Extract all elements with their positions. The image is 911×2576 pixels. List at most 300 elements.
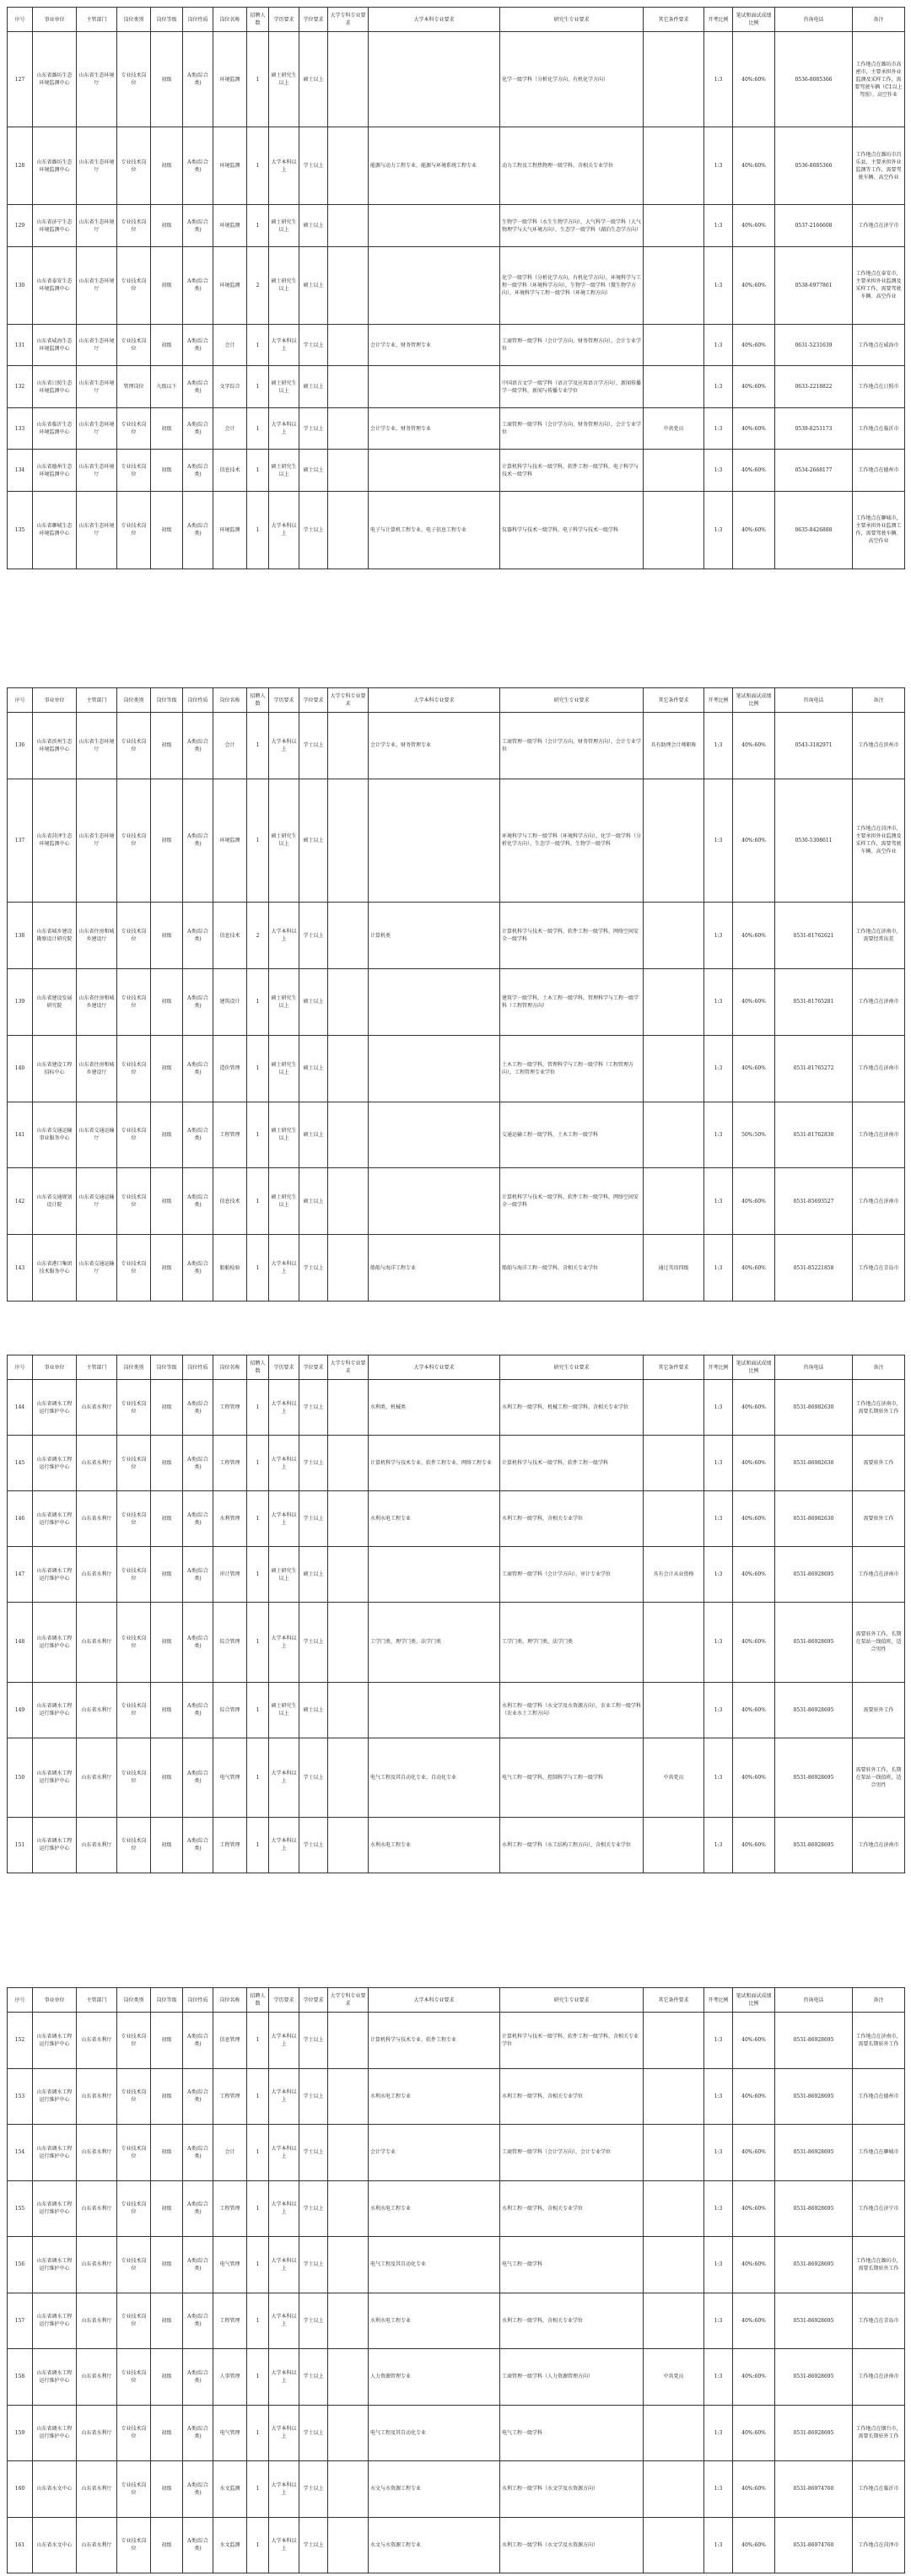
cell-phone: 0531-86982630 — [775, 1436, 853, 1491]
column-header-post-type: 岗位类别 — [117, 688, 151, 713]
cell-post-level: 初级 — [151, 2237, 183, 2293]
cell-seq: 153 — [8, 2068, 33, 2125]
cell-score-ratio: 40%:60% — [733, 968, 775, 1035]
cell-seq: 152 — [8, 2013, 33, 2069]
header-row — [8, 8, 905, 32]
cell-degree: 学士以上 — [299, 713, 328, 779]
cell-score-ratio: 40%:60% — [733, 127, 775, 205]
column-header-graduate-major: 研究生专业要求 — [500, 8, 644, 32]
cell-unit: 山东省济宁生态环境监测中心 — [33, 205, 77, 247]
cell-count: 1 — [247, 1547, 269, 1603]
column-header-unit: 事业单位 — [33, 1988, 77, 2013]
cell-bachelor-major: 会计学专业、财务管理专业 — [369, 713, 500, 779]
cell-junior-major — [328, 968, 369, 1035]
cell-other-req: 中共党员 — [644, 407, 704, 450]
cell-count: 1 — [247, 324, 269, 366]
column-header-post-name: 岗位名称 — [213, 1355, 247, 1380]
cell-post-type: 专业技术岗位 — [117, 1035, 151, 1102]
cell-count: 1 — [247, 2349, 269, 2406]
cell-graduate-major: 建筑学一级学科，土木工程一级学科，管理科学与工程一级学科（工程管理方向） — [500, 968, 644, 1035]
column-header-edu: 学历要求 — [269, 688, 299, 713]
cell-seq: 142 — [8, 1168, 33, 1235]
cell-dept: 山东省水利厅 — [77, 2013, 117, 2069]
cell-remark: 工作地点在临沂市 — [853, 2461, 905, 2518]
cell-post-level: 初级 — [151, 1380, 183, 1436]
cell-seq: 144 — [8, 1380, 33, 1436]
cell-ratio: 1:3 — [704, 2293, 733, 2349]
cell-seq: 157 — [8, 2293, 33, 2349]
cell-post-name: 电气管理 — [213, 2405, 247, 2461]
cell-count: 1 — [247, 968, 269, 1035]
cell-unit: 山东省建设工程招标中心 — [33, 1035, 77, 1102]
cell-degree: 学士以上 — [299, 903, 328, 969]
cell-count: 1 — [247, 2068, 269, 2125]
cell-bachelor-major — [369, 32, 500, 127]
cell-dept: 山东省住房和城乡建设厅 — [77, 1035, 117, 1102]
cell-score-ratio: 40%:60% — [733, 32, 775, 127]
cell-junior-major — [328, 2461, 369, 2518]
cell-junior-major — [328, 1168, 369, 1235]
cell-edu: 大学本科以上 — [269, 2349, 299, 2406]
cell-unit: 山东省调水工程运行维护中心 — [33, 2180, 77, 2237]
column-header-phone: 咨询电话 — [775, 688, 853, 713]
cell-post-type: 专业技术岗位 — [117, 2517, 151, 2573]
cell-post-type: 专业技术岗位 — [117, 246, 151, 324]
cell-dept: 山东省住房和城乡建设厅 — [77, 968, 117, 1035]
cell-other-req — [644, 205, 704, 247]
cell-bachelor-major: 水利水电工程专业 — [369, 2180, 500, 2237]
cell-post-nature: A类(综合类) — [183, 2461, 213, 2518]
cell-post-name: 环境监测 — [213, 491, 247, 569]
cell-other-req — [644, 1817, 704, 1873]
recruitment-table — [7, 1355, 905, 1873]
cell-dept: 山东省水利厅 — [77, 1738, 117, 1817]
cell-bachelor-major: 能源与动力工程专业、能源与环境系统工程专业 — [369, 127, 500, 205]
cell-post-nature: A类(综合类) — [183, 407, 213, 450]
table-row — [8, 324, 905, 366]
cell-degree: 学士以上 — [299, 324, 328, 366]
cell-unit: 山东省聊城生态环境监测中心 — [33, 491, 77, 569]
cell-post-name: 电气管理 — [213, 2237, 247, 2293]
cell-ratio: 1:3 — [704, 2013, 733, 2069]
cell-edu: 大学本科以上 — [269, 324, 299, 366]
table-row — [8, 1603, 905, 1682]
table-row — [8, 205, 905, 247]
cell-unit: 山东省调水工程运行维护中心 — [33, 2125, 77, 2181]
cell-bachelor-major: 水利类、机械类 — [369, 1380, 500, 1436]
column-header-graduate-major: 研究生专业要求 — [500, 1988, 644, 2013]
cell-bachelor-major: 人力资源管理专业 — [369, 2349, 500, 2406]
cell-score-ratio: 40%:60% — [733, 903, 775, 969]
cell-score-ratio: 40%:60% — [733, 2349, 775, 2406]
cell-bachelor-major — [369, 1168, 500, 1235]
cell-remark: 工作地点在济南市 — [853, 1102, 905, 1168]
cell-edu: 大学本科以上 — [269, 2461, 299, 2518]
cell-degree: 学士以上 — [299, 2125, 328, 2181]
cell-post-level: 初级 — [151, 779, 183, 902]
cell-remark: 工作地点在聊城市 — [853, 2125, 905, 2181]
cell-post-level: 初级 — [151, 407, 183, 450]
column-header-score-ratio: 笔试和面试成绩比例 — [733, 1355, 775, 1380]
cell-post-nature: A类(综合类) — [183, 246, 213, 324]
cell-remark: 工作地点在济南市 — [853, 1168, 905, 1235]
column-header-dept: 主管部门 — [77, 1355, 117, 1380]
cell-score-ratio: 40%:60% — [733, 1436, 775, 1491]
cell-ratio: 1:3 — [704, 1603, 733, 1682]
cell-count: 1 — [247, 407, 269, 450]
cell-bachelor-major: 会计学专业 — [369, 2125, 500, 2181]
cell-graduate-major: 电气工程一级学科，控制科学与工程一级学科 — [500, 1738, 644, 1817]
cell-degree: 学士以上 — [299, 491, 328, 569]
cell-other-req — [644, 2517, 704, 2573]
cell-phone: 0536-8085366 — [775, 32, 853, 127]
cell-other-req: 具有助理会计师职称 — [644, 713, 704, 779]
cell-unit: 山东省调水工程运行维护中心 — [33, 2068, 77, 2125]
table-row — [8, 1491, 905, 1547]
cell-ratio: 1:3 — [704, 1682, 733, 1738]
cell-remark: 工作地点在德州市 — [853, 450, 905, 492]
cell-degree: 学士以上 — [299, 1380, 328, 1436]
cell-score-ratio: 40%:60% — [733, 2517, 775, 2573]
cell-phone: 0631-5231639 — [775, 324, 853, 366]
cell-post-name: 工程管理 — [213, 2068, 247, 2125]
header-row — [8, 1988, 905, 2013]
cell-degree: 硕士以上 — [299, 366, 328, 408]
table-row — [8, 1817, 905, 1873]
cell-junior-major — [328, 32, 369, 127]
cell-unit: 山东省潍坊生态环境监测中心 — [33, 127, 77, 205]
cell-degree: 学士以上 — [299, 2013, 328, 2069]
cell-junior-major — [328, 1436, 369, 1491]
cell-other-req — [644, 127, 704, 205]
cell-edu: 硕士研究生以上 — [269, 1547, 299, 1603]
cell-remark: 工作地点在泰安市，主要承担外业监测及采样工作，需要驾驶车辆、高空作业 — [853, 246, 905, 324]
cell-post-nature: A类(综合类) — [183, 205, 213, 247]
table-row — [8, 2013, 905, 2069]
cell-post-level: 初级 — [151, 968, 183, 1035]
cell-count: 1 — [247, 2180, 269, 2237]
cell-junior-major — [328, 246, 369, 324]
cell-post-name: 电气管理 — [213, 1738, 247, 1817]
cell-post-nature: A类(综合类) — [183, 713, 213, 779]
cell-seq: 130 — [8, 246, 33, 324]
cell-bachelor-major — [369, 968, 500, 1035]
cell-post-nature: A类(综合类) — [183, 324, 213, 366]
cell-bachelor-major — [369, 1035, 500, 1102]
cell-edu: 大学本科以上 — [269, 1436, 299, 1491]
cell-seq: 149 — [8, 1682, 33, 1738]
cell-count: 1 — [247, 1102, 269, 1168]
cell-dept: 山东省水利厅 — [77, 1547, 117, 1603]
table-page — [7, 7, 904, 569]
column-header-seq: 序号 — [8, 1988, 33, 2013]
cell-dept: 山东省生态环境厅 — [77, 366, 117, 408]
cell-post-nature: A类(综合类) — [183, 1817, 213, 1873]
cell-seq: 154 — [8, 2125, 33, 2181]
cell-phone: 0531-86928695 — [775, 2405, 853, 2461]
cell-graduate-major: 工商管理一级学科（会计学方向、财务管理方向），会计专业学位 — [500, 324, 644, 366]
cell-post-name: 水文监测 — [213, 2517, 247, 2573]
column-header-post-nature: 岗位性质 — [183, 8, 213, 32]
cell-score-ratio: 40%:60% — [733, 491, 775, 569]
cell-score-ratio: 40%:60% — [733, 1035, 775, 1102]
cell-junior-major — [328, 2517, 369, 2573]
cell-post-level: 初级 — [151, 205, 183, 247]
cell-count: 1 — [247, 1682, 269, 1738]
cell-post-name: 工程管理 — [213, 2293, 247, 2349]
cell-junior-major — [328, 1817, 369, 1873]
cell-bachelor-major: 工学门类、理学门类、法学门类 — [369, 1603, 500, 1682]
column-header-post-name: 岗位名称 — [213, 1988, 247, 2013]
cell-count: 1 — [247, 491, 269, 569]
cell-post-nature: A类(综合类) — [183, 779, 213, 902]
cell-score-ratio: 40%:60% — [733, 2237, 775, 2293]
cell-bachelor-major — [369, 779, 500, 902]
cell-post-nature: A类(综合类) — [183, 450, 213, 492]
cell-post-nature: A类(综合类) — [183, 2293, 213, 2349]
cell-phone: 0543-3182971 — [775, 713, 853, 779]
cell-ratio: 1:3 — [704, 491, 733, 569]
cell-post-type: 专业技术岗位 — [117, 1682, 151, 1738]
cell-ratio: 1:3 — [704, 450, 733, 492]
cell-score-ratio: 40%:60% — [733, 2405, 775, 2461]
cell-bachelor-major — [369, 205, 500, 247]
cell-dept: 山东省生态环境厅 — [77, 713, 117, 779]
cell-degree: 学士以上 — [299, 2405, 328, 2461]
cell-ratio: 1:3 — [704, 1102, 733, 1168]
cell-dept: 山东省水利厅 — [77, 2068, 117, 2125]
table-row — [8, 127, 905, 205]
cell-degree: 学士以上 — [299, 2461, 328, 2518]
cell-ratio: 1:3 — [704, 1547, 733, 1603]
cell-bachelor-major: 水文与水资源工程专业 — [369, 2517, 500, 2573]
cell-graduate-major: 水利工程一级学科，含相关专业学位 — [500, 2293, 644, 2349]
cell-post-name: 环境监测 — [213, 779, 247, 902]
cell-edu: 大学本科以上 — [269, 491, 299, 569]
cell-count: 1 — [247, 2237, 269, 2293]
cell-post-type: 管理岗位 — [117, 366, 151, 408]
cell-seq: 128 — [8, 127, 33, 205]
cell-edu: 大学本科以上 — [269, 407, 299, 450]
table-row — [8, 1168, 905, 1235]
cell-seq: 132 — [8, 366, 33, 408]
cell-graduate-major: 水利工程一级学科（水文学及水资源方向） — [500, 2517, 644, 2573]
cell-dept: 山东省水利厅 — [77, 2180, 117, 2237]
table-row — [8, 968, 905, 1035]
column-header-phone: 咨询电话 — [775, 1355, 853, 1380]
cell-post-name: 文字综合 — [213, 366, 247, 408]
table-row — [8, 2461, 905, 2518]
cell-unit: 山东省滨州生态环境监测中心 — [33, 713, 77, 779]
cell-dept: 山东省水利厅 — [77, 1817, 117, 1873]
cell-junior-major — [328, 1547, 369, 1603]
cell-ratio: 1:3 — [704, 903, 733, 969]
cell-dept: 山东省水利厅 — [77, 2293, 117, 2349]
column-header-post-level: 岗位等级 — [151, 8, 183, 32]
column-header-phone: 咨询电话 — [775, 8, 853, 32]
table-row — [8, 2517, 905, 2573]
cell-degree: 学士以上 — [299, 2068, 328, 2125]
table-row — [8, 1102, 905, 1168]
cell-ratio: 1:3 — [704, 2068, 733, 2125]
cell-post-name: 信息管理 — [213, 2013, 247, 2069]
cell-post-type: 专业技术岗位 — [117, 324, 151, 366]
cell-remark: 工作地点在菏泽市 — [853, 2517, 905, 2573]
cell-unit: 山东省德州生态环境监测中心 — [33, 450, 77, 492]
cell-unit: 山东省调水工程运行维护中心 — [33, 1380, 77, 1436]
cell-bachelor-major — [369, 1102, 500, 1168]
cell-post-nature: A类(综合类) — [183, 1547, 213, 1603]
cell-post-type: 专业技术岗位 — [117, 1547, 151, 1603]
cell-phone: 0531-85693527 — [775, 1168, 853, 1235]
cell-ratio: 1:3 — [704, 1436, 733, 1491]
column-header-bachelor-major: 大学本科专业要求 — [369, 8, 500, 32]
cell-post-nature: A类(综合类) — [183, 1235, 213, 1301]
column-header-graduate-major: 研究生专业要求 — [500, 688, 644, 713]
cell-junior-major — [328, 903, 369, 969]
table-row — [8, 246, 905, 324]
cell-unit: 山东省临沂生态环境监测中心 — [33, 407, 77, 450]
table-row — [8, 1682, 905, 1738]
cell-edu: 硕士研究生以上 — [269, 1168, 299, 1235]
cell-bachelor-major: 水利水电工程专业 — [369, 2293, 500, 2349]
cell-degree: 硕士以上 — [299, 1682, 328, 1738]
cell-graduate-major: 生物学一级学科（水生生物学方向），大气科学一级学科（大气物理学与大气环境方向），生态学一级学科（湖泊生态学方向） — [500, 205, 644, 247]
cell-remark: 需要驻外工作 — [853, 1436, 905, 1491]
cell-edu: 大学本科以上 — [269, 2237, 299, 2293]
cell-score-ratio: 40%:60% — [733, 450, 775, 492]
column-header-other-req: 其它条件要求 — [644, 8, 704, 32]
cell-score-ratio: 40%:60% — [733, 366, 775, 408]
cell-post-type: 专业技术岗位 — [117, 1168, 151, 1235]
cell-score-ratio: 40%:60% — [733, 2125, 775, 2181]
cell-unit: 山东省威海生态环境监测中心 — [33, 324, 77, 366]
cell-post-name: 环境监测 — [213, 205, 247, 247]
column-header-other-req: 其它条件要求 — [644, 688, 704, 713]
cell-ratio: 1:3 — [704, 127, 733, 205]
cell-post-level: 初级 — [151, 1436, 183, 1491]
cell-post-level: 初级 — [151, 713, 183, 779]
cell-degree: 硕士以上 — [299, 205, 328, 247]
cell-junior-major — [328, 1102, 369, 1168]
recruitment-table — [7, 1987, 905, 2573]
cell-count: 1 — [247, 1436, 269, 1491]
cell-phone: 0531-86928695 — [775, 2068, 853, 2125]
cell-post-nature: A类(综合类) — [183, 2068, 213, 2125]
cell-seq: 156 — [8, 2237, 33, 2293]
column-header-ratio: 开考比例 — [704, 8, 733, 32]
cell-graduate-major: 船舶与海洋工程一级学科，含相关专业学位 — [500, 1235, 644, 1301]
cell-junior-major — [328, 1738, 369, 1817]
cell-ratio: 1:3 — [704, 2180, 733, 2237]
cell-post-type: 专业技术岗位 — [117, 2013, 151, 2069]
column-header-bachelor-major: 大学本科专业要求 — [369, 1988, 500, 2013]
cell-edu: 大学本科以上 — [269, 2293, 299, 2349]
cell-ratio: 1:3 — [704, 1380, 733, 1436]
column-header-count: 招聘人数 — [247, 688, 269, 713]
cell-unit: 山东省调水工程运行维护中心 — [33, 1547, 77, 1603]
cell-bachelor-major: 会计学专业、财务管理专业 — [369, 324, 500, 366]
cell-junior-major — [328, 2349, 369, 2406]
cell-junior-major — [328, 127, 369, 205]
cell-post-type: 专业技术岗位 — [117, 2237, 151, 2293]
cell-post-nature: A类(综合类) — [183, 1738, 213, 1817]
cell-post-level: 初级 — [151, 903, 183, 969]
cell-graduate-major: 水利工程一级学科，含相关专业学位 — [500, 1491, 644, 1547]
cell-ratio: 1:3 — [704, 968, 733, 1035]
column-header-unit: 事业单位 — [33, 1355, 77, 1380]
cell-other-req — [644, 1491, 704, 1547]
cell-post-type: 专业技术岗位 — [117, 450, 151, 492]
cell-score-ratio: 40%:60% — [733, 2068, 775, 2125]
cell-phone: 0531-81765272 — [775, 1035, 853, 1102]
cell-remark: 工作地点在济南市 — [853, 1547, 905, 1603]
cell-phone: 0531-86982630 — [775, 1491, 853, 1547]
cell-dept: 山东省水利厅 — [77, 1380, 117, 1436]
cell-count: 1 — [247, 1035, 269, 1102]
cell-unit: 山东省水文中心 — [33, 2517, 77, 2573]
cell-edu: 大学本科以上 — [269, 2405, 299, 2461]
cell-graduate-major: 计算机科学与技术一级学科，软件工程一级学科，含相关专业学位 — [500, 2013, 644, 2069]
cell-post-level: 九级以下 — [151, 366, 183, 408]
cell-phone: 0531-86928695 — [775, 1682, 853, 1738]
cell-ratio: 1:3 — [704, 366, 733, 408]
cell-edu: 大学本科以上 — [269, 713, 299, 779]
cell-junior-major — [328, 205, 369, 247]
cell-edu: 大学本科以上 — [269, 2180, 299, 2237]
cell-count: 1 — [247, 2293, 269, 2349]
cell-other-req — [644, 1436, 704, 1491]
cell-dept: 山东省交通运输厅 — [77, 1102, 117, 1168]
cell-post-level: 初级 — [151, 1738, 183, 1817]
column-header-post-level: 岗位等级 — [151, 1355, 183, 1380]
cell-phone: 0531-81762830 — [775, 1102, 853, 1168]
cell-phone: 0538-6977861 — [775, 246, 853, 324]
header-row — [8, 688, 905, 713]
cell-post-nature: A类(综合类) — [183, 968, 213, 1035]
cell-unit: 山东省港口集团技术服务中心 — [33, 1235, 77, 1301]
cell-score-ratio: 40%:60% — [733, 1380, 775, 1436]
cell-dept: 山东省水利厅 — [77, 2349, 117, 2406]
cell-phone: 0531-86928695 — [775, 1603, 853, 1682]
cell-count: 2 — [247, 903, 269, 969]
cell-dept: 山东省水利厅 — [77, 2237, 117, 2293]
cell-remark: 工作地点在济南市，需要长期驻外工作 — [853, 1380, 905, 1436]
column-header-post-nature: 岗位性质 — [183, 1355, 213, 1380]
table-row — [8, 2349, 905, 2406]
column-header-remark: 备注 — [853, 688, 905, 713]
cell-degree: 硕士以上 — [299, 1547, 328, 1603]
cell-remark: 工作地点在济南市 — [853, 1035, 905, 1102]
cell-bachelor-major: 计算机科学与技术专业、软件工程专业、网络工程专业 — [369, 1436, 500, 1491]
cell-seq: 160 — [8, 2461, 33, 2518]
cell-post-nature: A类(综合类) — [183, 366, 213, 408]
cell-dept: 山东省水利厅 — [77, 2461, 117, 2518]
cell-post-level: 初级 — [151, 1682, 183, 1738]
cell-post-type: 专业技术岗位 — [117, 2405, 151, 2461]
cell-edu: 大学本科以上 — [269, 2068, 299, 2125]
cell-count: 1 — [247, 2013, 269, 2069]
cell-count: 1 — [247, 366, 269, 408]
cell-post-type: 专业技术岗位 — [117, 1738, 151, 1817]
cell-dept: 山东省水利厅 — [77, 2125, 117, 2181]
cell-dept: 山东省水利厅 — [77, 1436, 117, 1491]
cell-junior-major — [328, 1035, 369, 1102]
cell-remark: 工作地点在烟台市，需要长期驻外工作 — [853, 2405, 905, 2461]
table-row — [8, 1235, 905, 1301]
cell-graduate-major: 水利工程一级学科（水文学及水资源方向），农业工程一级学科（农业水土工程方向） — [500, 1682, 644, 1738]
cell-post-nature: A类(综合类) — [183, 2517, 213, 2573]
